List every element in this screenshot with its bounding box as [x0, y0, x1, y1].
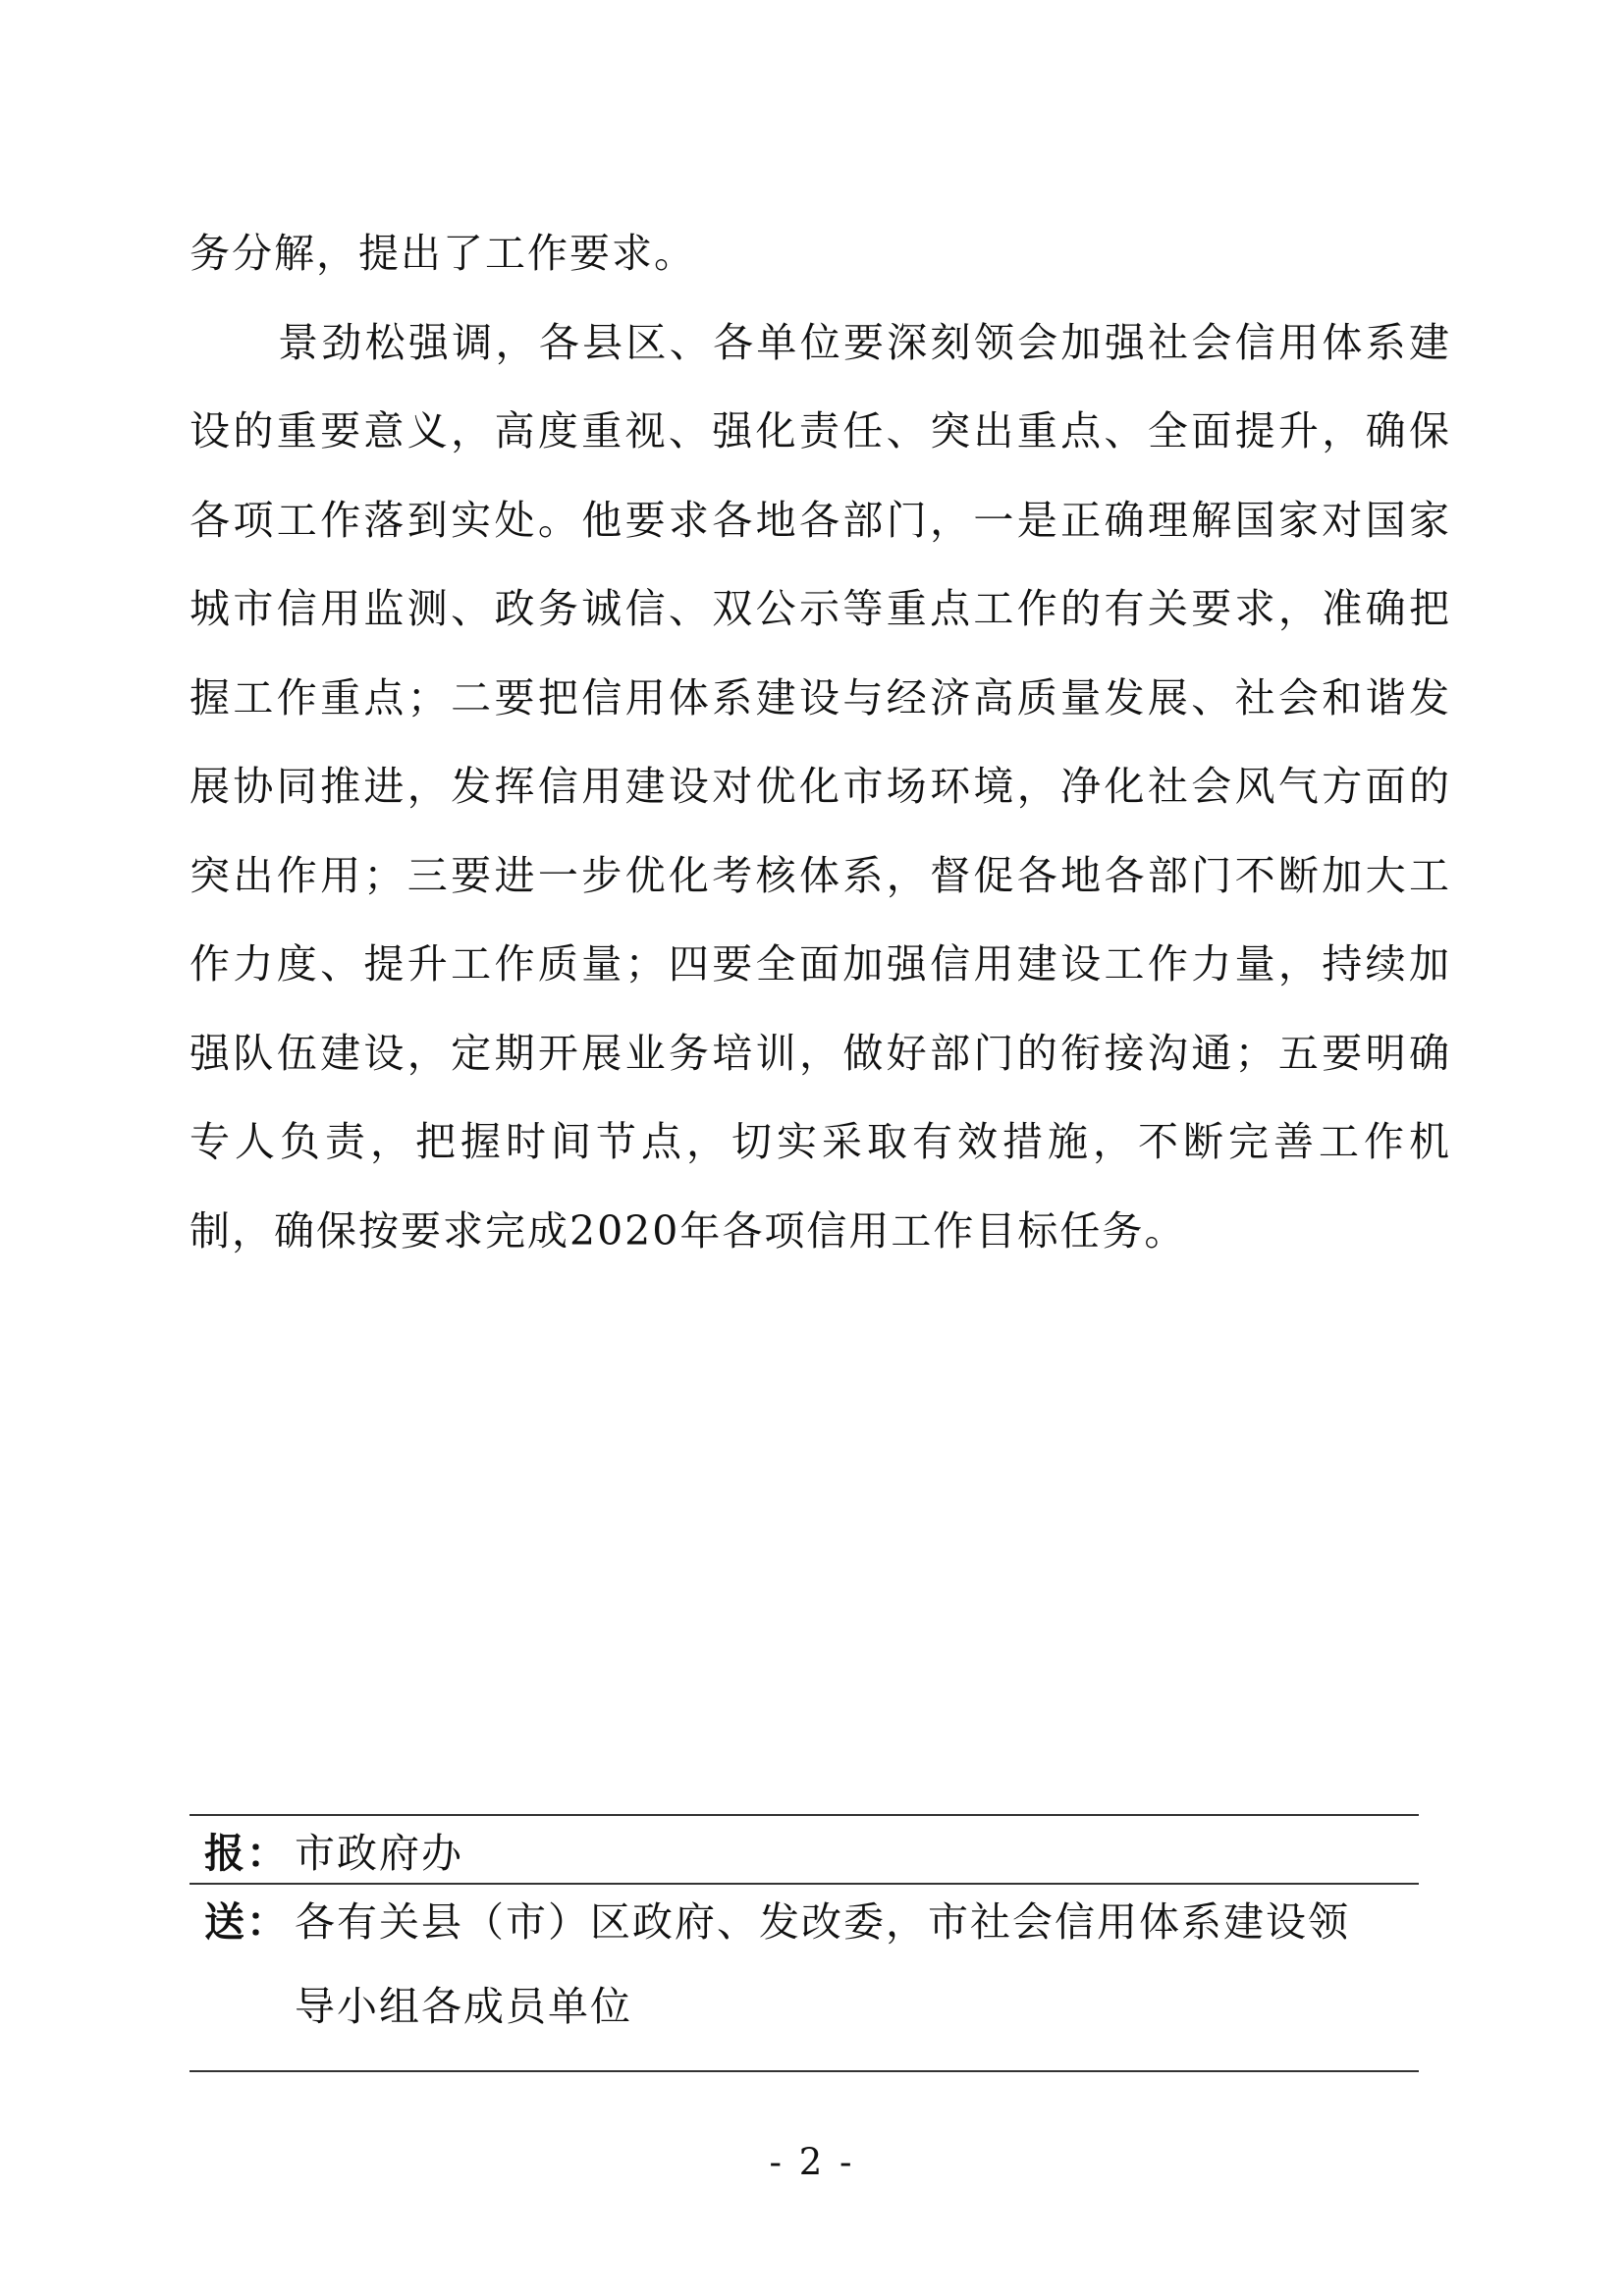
send-recipients — [295, 1880, 1414, 2049]
report-recipient-text: 市政府办 — [295, 1830, 463, 1877]
page-number: - 2 - — [769, 2141, 855, 2183]
send-label: 送： — [204, 1898, 289, 1946]
send-recipient-line-1: 各有关县（市）区政府、发改委，市社会信用体系建设领 — [295, 1898, 1350, 1946]
paragraph-continuation: 务分解，提出了工作要求。 — [189, 230, 696, 277]
send-recipient-line-2: 导小组各成员单位 — [295, 1983, 632, 2030]
document-body — [189, 209, 1451, 1275]
report-label: 报： — [204, 1830, 289, 1877]
distribution-bottom-rule — [189, 2070, 1419, 2072]
paragraph-main: 景劲松强调，各县区、各单位要深刻领会加强社会信用体系建设的重要意义，高度重视、强化责任、突出重点、全面提升，确保各项工作落到实处。他要求各地各部门，一是正确理解国家对国家城市信用监测、政务诚信、双公示等重点工作的有关要求，准确把握工作重点；二要把信用体系建设与经济高质量发展、社会和谐发展协同推进，发挥信用建设对优化市场环境，净化社会风气方面的突出作用；三要进一步优化考核体系，督促各地各部门不断加大工作力度、提升工作质量；四要全面加强信用建设工作力量，持续加强队伍建设，定期开展业务培训，做好部门的衔接沟通；五要明确专人负责，把握时间节点，切实采取有效措施，不断完善工作机制，确保按要求完成2020年各项信用工作目标任务。 — [189, 318, 1451, 1255]
